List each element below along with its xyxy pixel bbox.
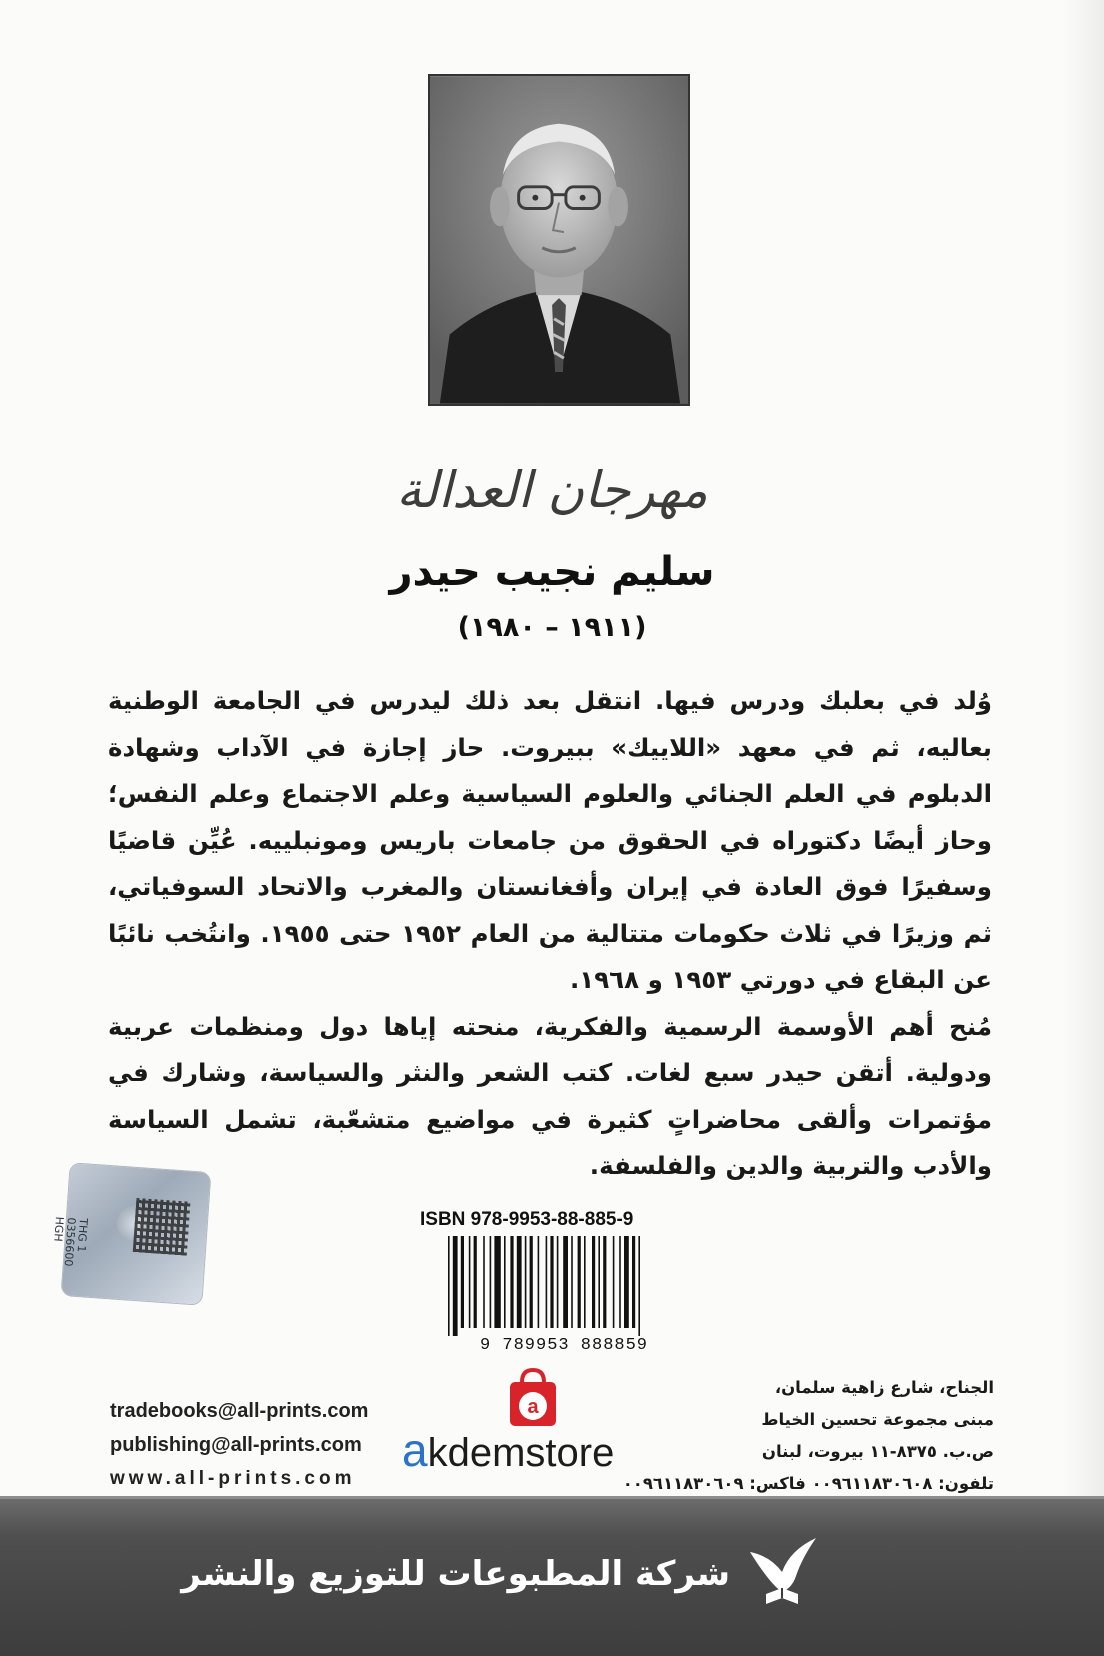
address-line: الجناح، شارع زاهية سلمان،	[774, 1378, 994, 1397]
series-title: مهرجان العدالة	[396, 461, 708, 519]
portrait-drawing	[430, 76, 688, 404]
address-phone-fax: تلفون: ٠٠٩٦١١٨٣٠٦٠٨ فاكس: ٠٠٩٦١١٨٣٠٦٠٩	[622, 1474, 994, 1493]
barcode-bar	[510, 1236, 513, 1328]
barcode-bar	[578, 1236, 581, 1328]
email-publishing: publishing@all-prints.com	[110, 1434, 362, 1456]
barcode-bar	[469, 1236, 471, 1328]
barcode-bar	[550, 1236, 553, 1328]
svg-text:a: a	[527, 1396, 539, 1418]
author-biography	[108, 678, 992, 1190]
barcode-bar	[504, 1236, 506, 1328]
isbn-label: ISBN 978-9953-88-885-9	[420, 1209, 634, 1230]
barcode-bar	[525, 1236, 527, 1328]
bio-paragraph: وُلد في بعلبك ودرس فيها. انتقل بعد ذلك ليدرس في الجامعة الوطنية بعاليه، ثم في معهد «اللاييك» ببيروت. حاز إجازة في الآداب وشهادة الدبلوم في العلم الجنائي والعلوم السياسية وعلم الاجتماع وعلم النفس؛ وحاز أيضًا دكتوراه في الحقوق من جامعات باريس ومونبلييه. عُيِّن قاضيًا وسفيرًا فوق العادة في إيران وأفغانستان والمغرب والاتحاد السوفياتي، ثم وزيرًا في ثلاث حكومات متتالية من العام ١٩٥٢ حتى ١٩٥٥. وانتُخب نائبًا عن البقاع في دورتي ١٩٥٣ و ١٩٦٨.	[108, 686, 992, 994]
barcode-bar	[530, 1236, 533, 1328]
store-logo-a: a	[402, 1424, 428, 1476]
barcode	[446, 1236, 682, 1336]
barcode-bar	[584, 1236, 586, 1328]
publisher-bird-logo-icon	[744, 1532, 822, 1610]
contact-block	[110, 1394, 440, 1496]
barcode-bar	[494, 1236, 500, 1328]
barcode-bar	[461, 1236, 464, 1328]
author-years: (١٩١١ – ١٩٨٠)	[457, 612, 647, 643]
shopping-bag-icon	[504, 1368, 562, 1430]
barcode-bar	[613, 1236, 615, 1328]
publisher-name: شركة المطبوعات للتوزيع والنشر	[181, 1554, 730, 1594]
barcode-bar	[603, 1236, 606, 1328]
store-logo-text: kdemstore	[427, 1431, 615, 1475]
barcode-bar	[632, 1236, 635, 1328]
email-tradebooks: tradebooks@all-prints.com	[110, 1400, 369, 1422]
barcode-bar	[638, 1236, 640, 1336]
barcode-bar	[448, 1236, 450, 1336]
website: www.all-prints.com	[110, 1468, 356, 1489]
barcode-bar	[592, 1236, 595, 1328]
barcode-bar	[453, 1236, 458, 1336]
footer-divider	[0, 1496, 1104, 1499]
barcode-bar	[490, 1236, 492, 1328]
barcode-digits: 9 789953 888859	[479, 1336, 649, 1355]
address-line: مبنى مجموعة تحسين الخياط	[761, 1410, 994, 1429]
barcode-bar	[474, 1236, 477, 1328]
barcode-bar	[546, 1236, 548, 1328]
barcode-bar	[571, 1236, 573, 1328]
author-portrait	[428, 74, 690, 406]
page-edge-shadow	[1064, 0, 1104, 1500]
bio-paragraph: مُنح أهم الأوسمة الرسمية والفكرية، منحته إياها دول ومنظمات عربية ودولية. أتقن حيدر سبع لغات. كتب الشعر والنثر والسياسة، وشارك في مؤتمرات وألقى محاضراتٍ كثيرة في مواضيع متشعّبة، تشمل السياسة والأدب والتربية والدين والفلسفة.	[108, 1011, 992, 1180]
barcode-bar	[563, 1236, 568, 1328]
barcode-bar	[557, 1236, 559, 1328]
barcode-bar	[483, 1236, 485, 1328]
barcode-bar	[598, 1236, 600, 1328]
barcode-bar	[538, 1236, 540, 1328]
sticker-code: THG 1 0356600 HGH	[51, 1216, 90, 1267]
address-line: ص.ب. ٨٣٧٥-١١ بيروت، لبنان	[761, 1442, 994, 1461]
hologram-sticker	[51, 1163, 211, 1304]
barcode-bar	[517, 1236, 522, 1328]
barcode-bar	[624, 1236, 629, 1328]
author-name: سليم نجيب حيدر	[389, 549, 715, 595]
barcode-icon	[446, 1236, 682, 1336]
qr-code-icon	[133, 1198, 191, 1256]
barcode-bar	[619, 1236, 621, 1328]
publisher-address	[622, 1372, 994, 1500]
